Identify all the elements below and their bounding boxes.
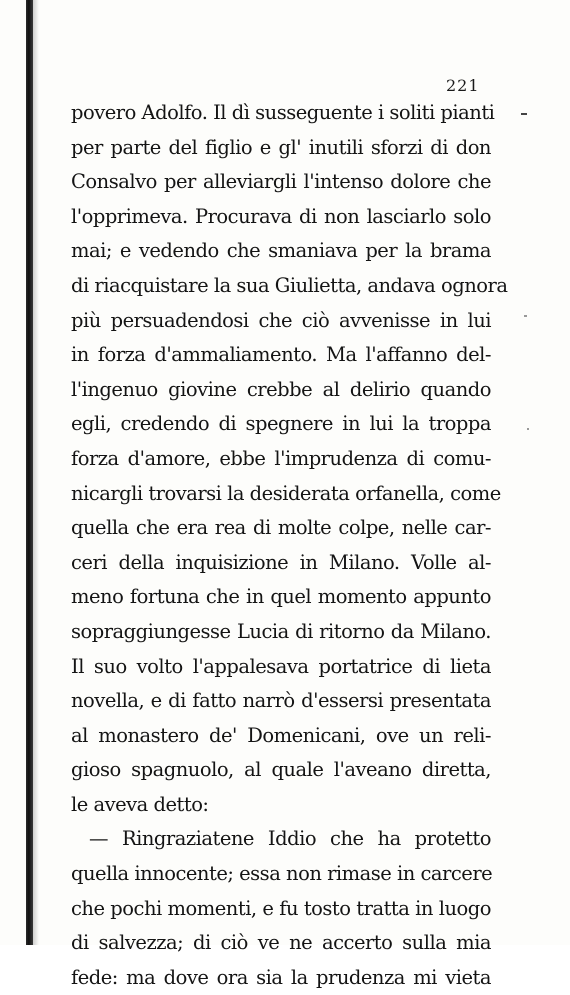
text-line: forza d'amore, ebbe l'imprudenza di comu-: [71, 446, 491, 470]
text-line: fede: ma dove ora sia la prudenza mi vieta: [71, 965, 491, 989]
text-line: Il suo volto l'appalesava portatrice di lieta: [71, 654, 491, 678]
text-line: in forza d'ammaliamento. Ma l'affanno del-: [71, 343, 491, 367]
text-line: novella, e di fatto narrò d'essersi presentata: [71, 689, 491, 713]
binding-shadow: [33, 0, 39, 945]
margin-mark: [527, 428, 529, 430]
text-line: egli, credendo di spegnere in lui la troppa: [71, 412, 491, 436]
body-text: [71, 96, 508, 995]
margin-mark: [521, 113, 527, 115]
text-line: le aveva detto:: [71, 792, 209, 816]
binding-edge: [26, 0, 33, 945]
text-line: — Ringraziatene Iddio che ha protetto: [89, 827, 491, 851]
text-line: Consalvo per alleviargli l'intenso dolore che: [71, 170, 491, 194]
text-line: di salvezza; di ciò ve ne accerto sulla mia: [71, 931, 491, 955]
text-line: meno fortuna che in quel momento appunto: [71, 585, 491, 609]
text-line: povero Adolfo. Il dì susseguente i soliti pianti: [71, 101, 495, 124]
text-line: quella che era rea di molte colpe, nelle car-: [71, 516, 491, 540]
text-line: l'ingenuo giovine crebbe al delirio quando: [71, 377, 491, 401]
text-line: mai; e vedendo che smaniava per la brama: [71, 239, 491, 263]
text-line: ceri della inquisizione in Milano. Volle al-: [71, 550, 491, 574]
text-line: l'opprimeva. Procurava di non lasciarlo solo: [71, 204, 491, 228]
text-line: sopraggiungesse Lucia di ritorno da Milano.: [71, 619, 491, 643]
text-line: quella innocente; essa non rimase in carcere: [71, 862, 493, 886]
text-line: al monastero de' Domenicani, ove un reli-: [71, 723, 491, 747]
text-line: che pochi momenti, e fu tosto tratta in luogo: [71, 896, 491, 920]
text-line: di riacquistare la sua Giulietta, andava ognora: [71, 273, 508, 297]
text-line: gioso spagnuolo, al quale l'aveano diretta,: [71, 758, 491, 782]
text-line: per parte del figlio e gl' inutili sforzi di don: [71, 135, 491, 159]
text-line: più persuadendosi che ciò avvenisse in lui: [71, 308, 491, 332]
text-line: nicargli trovarsi la desiderata orfanella, come: [71, 481, 501, 505]
margin-mark: [524, 315, 527, 317]
page-number: 221: [446, 76, 480, 95]
